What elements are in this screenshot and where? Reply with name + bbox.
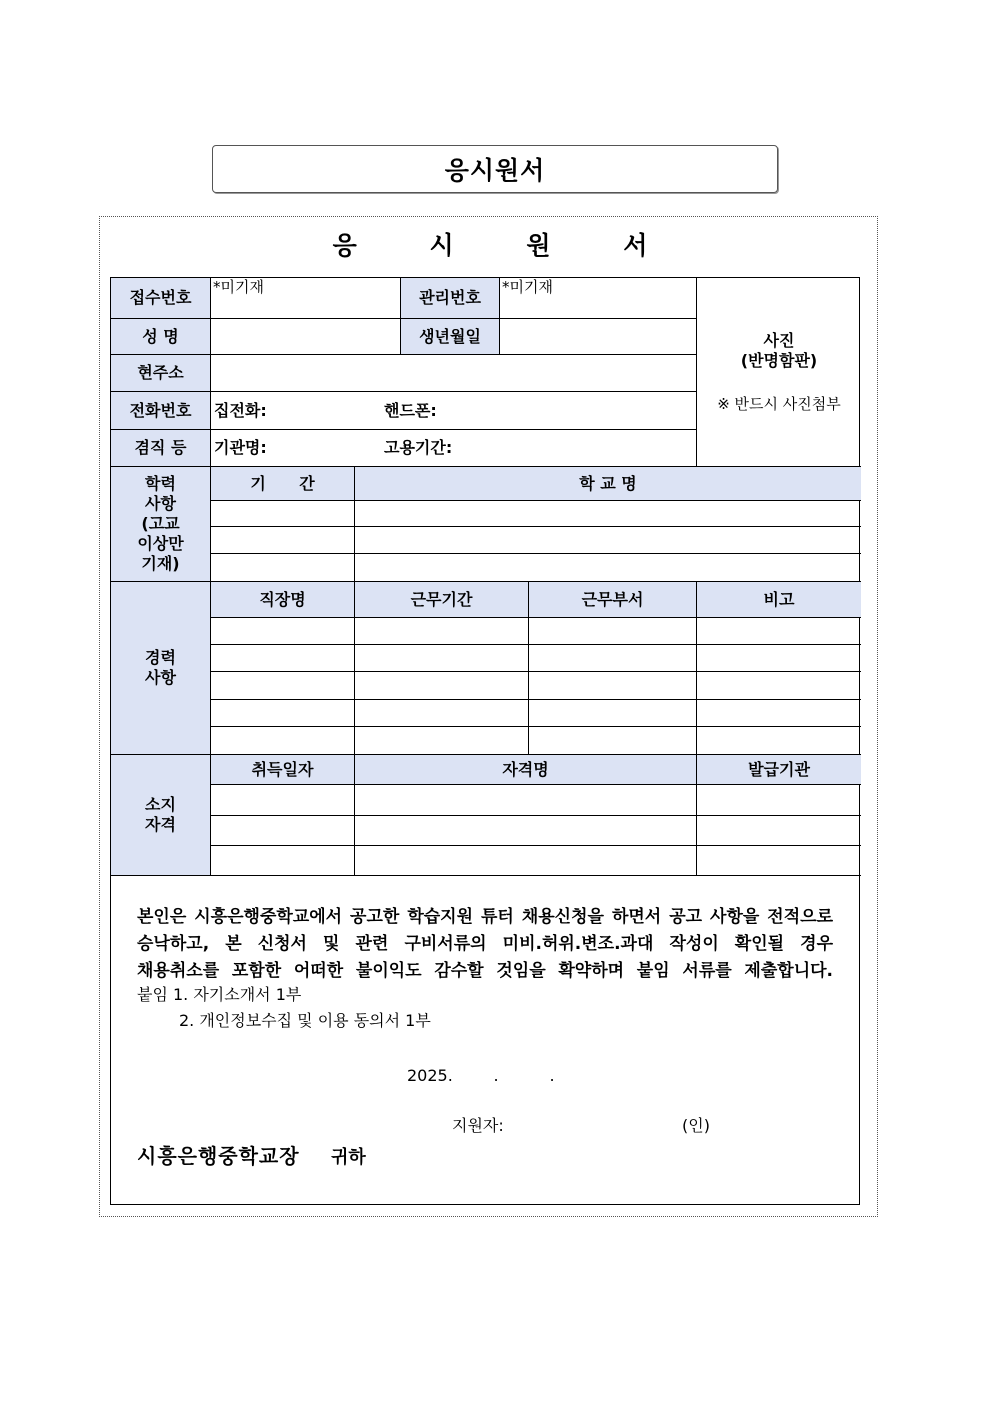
career-cell[interactable] [211, 700, 355, 727]
career-cell[interactable] [529, 618, 697, 645]
recipient-suffix: 귀하 [331, 1147, 366, 1168]
career-cell[interactable] [355, 727, 529, 755]
mobile-phone-label: 핸드폰: [384, 400, 437, 420]
concurrent-job-label: 겸직 등 [111, 430, 211, 467]
birthdate-field[interactable] [500, 319, 697, 355]
career-cell[interactable] [355, 672, 529, 700]
employment-period-label: 고용기간: [384, 438, 453, 457]
management-number-field[interactable]: *미기재 [500, 278, 697, 319]
career-cell[interactable] [211, 727, 355, 755]
education-label-line: 사항 [145, 494, 176, 513]
receipt-number-label: 접수번호 [111, 278, 211, 319]
career-period-header: 근무기간 [355, 582, 529, 618]
education-period-cell[interactable] [211, 501, 355, 527]
education-label-line: 이상만 [137, 534, 184, 553]
license-cell[interactable] [697, 846, 861, 876]
career-cell[interactable] [697, 618, 861, 645]
career-cell[interactable] [697, 727, 861, 755]
license-issuer-header: 발급기관 [697, 755, 861, 785]
photo-subtitle: (반명함판) [740, 350, 818, 370]
recipient: 시흥은행중학교장 [137, 1144, 300, 1168]
education-school-header: 학 교 명 [355, 467, 861, 501]
declaration-text [137, 904, 833, 985]
education-period-header: 기 간 [211, 467, 355, 501]
phone-label: 전화번호 [111, 392, 211, 430]
declaration-line: 승낙하고, 본 신청서 및 관련 구비서류의 미비.허위.변조.과대 작성이 확인될 경우 [137, 934, 833, 954]
license-cell[interactable] [211, 846, 355, 876]
license-cell[interactable] [211, 816, 355, 846]
license-name-header: 자격명 [355, 755, 697, 785]
license-cell[interactable] [697, 785, 861, 816]
declaration-line: 채용취소를 포함한 어떠한 불이익도 감수할 것임을 확약하며 붙임 서류를 제출합니다. [137, 961, 833, 981]
applicant-label: 지원자: [452, 1116, 504, 1135]
photo-note: ※ 반드시 사진첨부 [717, 394, 841, 413]
phone-field[interactable] [211, 392, 697, 430]
attachment-1: 붙임 1. 자기소개서 1부 [137, 985, 302, 1004]
career-section-label [111, 582, 211, 755]
photo-title: 사진 [763, 330, 795, 350]
attachment-2: 2. 개인정보수집 및 이용 동의서 1부 [179, 1011, 431, 1030]
seal-mark: (인) [682, 1116, 710, 1135]
education-period-cell[interactable] [211, 527, 355, 554]
career-label-line: 경력 [145, 648, 176, 667]
license-section-label [111, 755, 211, 876]
receipt-number-field[interactable]: *미기재 [211, 278, 401, 319]
career-company-header: 직장명 [211, 582, 355, 618]
license-cell[interactable] [211, 785, 355, 816]
declaration-line: 본인은 시흥은행중학교에서 공고한 학습지원 튜터 채용신청을 하면서 공고 사항을 전적으로 [137, 907, 833, 927]
name-label: 성 명 [111, 319, 211, 355]
license-date-header: 취득일자 [211, 755, 355, 785]
career-cell[interactable] [211, 645, 355, 672]
license-cell[interactable] [697, 816, 861, 846]
career-department-header: 근무부서 [529, 582, 697, 618]
career-cell[interactable] [697, 672, 861, 700]
education-label-line: (고교 [141, 514, 180, 533]
education-school-cell[interactable] [355, 501, 861, 527]
address-field[interactable] [211, 355, 697, 392]
education-school-cell[interactable] [355, 527, 861, 554]
career-cell[interactable] [529, 645, 697, 672]
career-cell[interactable] [529, 672, 697, 700]
form-title: 응 시 원 서 [332, 231, 680, 260]
education-label-line: 학력 [145, 474, 176, 493]
license-label-line: 자격 [145, 815, 176, 834]
license-label-line: 소지 [145, 795, 176, 814]
org-name-label: 기관명: [214, 438, 267, 457]
concurrent-job-field[interactable] [211, 430, 697, 467]
name-field[interactable] [211, 319, 401, 355]
education-section-label [111, 467, 211, 582]
career-remarks-header: 비고 [697, 582, 861, 618]
education-period-cell[interactable] [211, 554, 355, 582]
career-cell[interactable] [697, 700, 861, 727]
license-cell[interactable] [355, 785, 697, 816]
page-title: 응시원서 [212, 145, 778, 193]
career-cell[interactable] [529, 727, 697, 755]
career-cell[interactable] [355, 700, 529, 727]
license-cell[interactable] [355, 846, 697, 876]
career-cell[interactable] [211, 618, 355, 645]
career-cell[interactable] [529, 700, 697, 727]
career-cell[interactable] [211, 672, 355, 700]
home-phone-label: 집전화: [214, 400, 267, 420]
photo-area[interactable] [697, 278, 861, 467]
education-label-line: 기재) [141, 554, 180, 573]
career-cell[interactable] [355, 645, 529, 672]
career-cell[interactable] [697, 645, 861, 672]
date-line: 2025. . . [407, 1066, 555, 1085]
license-cell[interactable] [355, 816, 697, 846]
career-label-line: 사항 [145, 668, 176, 687]
education-school-cell[interactable] [355, 554, 861, 582]
birthdate-label: 생년월일 [401, 319, 500, 355]
career-cell[interactable] [355, 618, 529, 645]
management-number-label: 관리번호 [401, 278, 500, 319]
address-label: 현주소 [111, 355, 211, 392]
